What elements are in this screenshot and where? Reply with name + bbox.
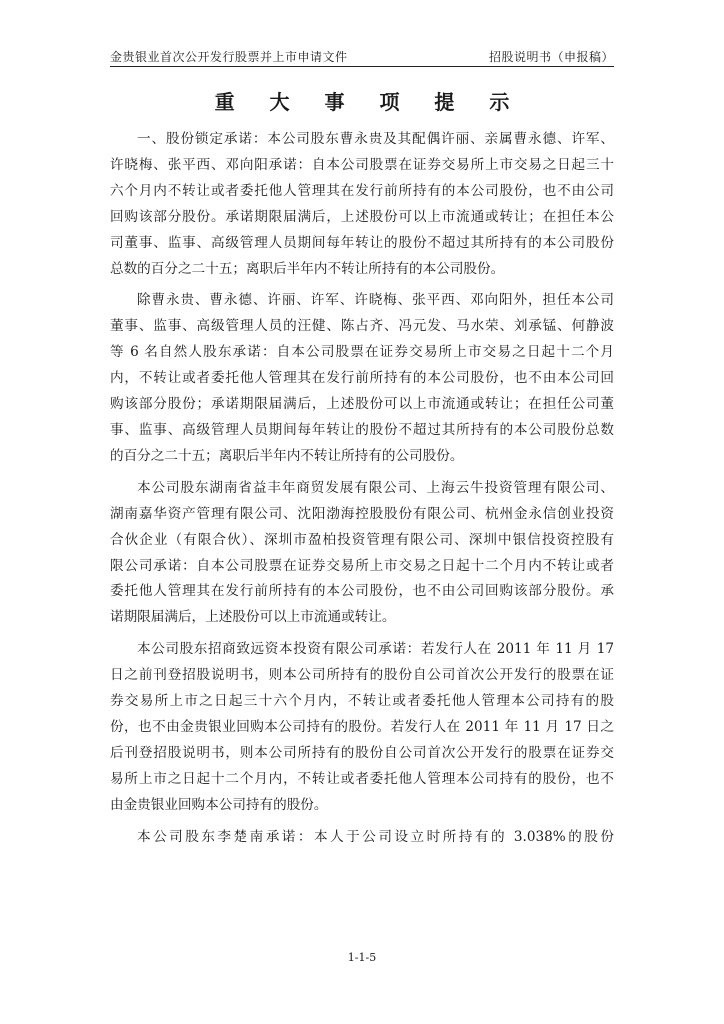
text-line: 后刊登招股说明书，则本公司所持有的股份自公司首次公开发行的股票在证券交	[110, 744, 614, 761]
text-line: 湖南嘉华资产管理有限公司、沈阳渤海控股股份有限公司、杭州金永信创业投资	[110, 505, 614, 522]
text-line: 合伙企业（有限合伙）、深圳市盈柏投资管理有限公司、深圳中银信投资控股有	[110, 531, 614, 548]
text-line: 除曹永贵、曹永德、许丽、许军、许晓梅、张平西、邓向阳外，担任本公司	[137, 292, 614, 309]
text-line: 由金贵银业回购本公司持有的股份。	[110, 796, 328, 813]
text-line: 许晓梅、张平西、邓向阳承诺：自本公司股票在证券交易所上市交易之日起三十	[110, 156, 614, 173]
text-line: 事、监事、高级管理人员期间每年转让的股份不超过其所持有的本公司股份总数	[110, 421, 614, 438]
paragraph-lockup-li-chunan	[110, 825, 614, 851]
text-line: 司董事、监事、高级管理人员期间每年转让的股份不超过其所持有的本公司股份	[110, 234, 614, 251]
paragraph-lockup-controlling-shareholders	[110, 127, 614, 282]
text-line: 本公司股东李楚南承诺：本人于公司设立时所持有的 3.038%的股份	[137, 828, 614, 845]
text-line: 本公司股东招商致远资本投资有限公司承诺：若发行人在 2011 年 11 月 17	[137, 641, 614, 658]
text-line: 六个月内不转让或者委托他人管理其在发行前所持有的本公司股份，也不由公司	[110, 182, 614, 199]
document-header-right: 招股说明书（申报稿）	[488, 50, 614, 64]
text-line: 易所上市之日起十二个月内，不转让或者委托他人管理本公司持有的股份，也不	[110, 770, 614, 787]
text-line: 的百分之二十五；离职后半年内不转让所持有的公司股份。	[110, 447, 464, 464]
text-line: 限公司承诺：自本公司股票在证券交易所上市交易之日起十二个月内不转让或者	[110, 557, 614, 574]
document-body	[110, 127, 614, 856]
text-line: 购该部分股份；承诺期限届满后，上述股份可以上市流通或转让；在担任公司董	[110, 396, 614, 413]
text-line: 一、股份锁定承诺：本公司股东曹永贵及其配偶许丽、亲属曹永德、许军、	[137, 131, 614, 147]
paragraph-lockup-corporate-shareholders	[110, 476, 614, 631]
text-line: 等 6 名自然人股东承诺：自本公司股票在证券交易所上市交易之日起十二个月	[110, 344, 614, 361]
page-title: 重 大 事 项 提 示	[214, 90, 524, 114]
document-header-left: 金贵银业首次公开发行股票并上市申请文件	[110, 50, 348, 64]
text-line: 本公司股东湖南省益丰年商贸发展有限公司、上海云牛投资管理有限公司、	[137, 479, 614, 496]
text-line: 回购该部分股份。承诺期限届满后，上述股份可以上市流通或转让；在担任本公	[110, 208, 614, 225]
paragraph-lockup-china-merchants	[110, 637, 614, 818]
text-line: 董事、监事、高级管理人员的汪健、陈占齐、冯元发、马水荣、刘承锰、何静波	[110, 318, 614, 335]
text-line: 券交易所上市之日起三十六个月内，不转让或者委托他人管理本公司持有的股	[110, 693, 614, 710]
text-line: 委托他人管理其在发行前所持有的本公司股份，也不由公司回购该部分股份。承	[110, 583, 614, 600]
text-line: 份，也不由金贵银业回购本公司持有的股份。若发行人在 2011 年 11 月 17 日之	[110, 718, 614, 735]
page-number: 1-1-5	[347, 951, 377, 964]
text-line: 诺期限届满后，上述股份可以上市流通或转让。	[110, 609, 396, 626]
text-line: 日之前刊登招股说明书，则本公司所持有的股份自公司首次公开发行的股票在证	[110, 667, 614, 684]
paragraph-lockup-management	[110, 288, 614, 469]
text-line: 内，不转让或者委托他人管理其在发行前所持有的本公司股份，也不由本公司回	[110, 370, 614, 387]
header-divider	[110, 66, 614, 67]
text-line: 总数的百分之二十五；离职后半年内不转让所持有的本公司股份。	[110, 260, 505, 277]
